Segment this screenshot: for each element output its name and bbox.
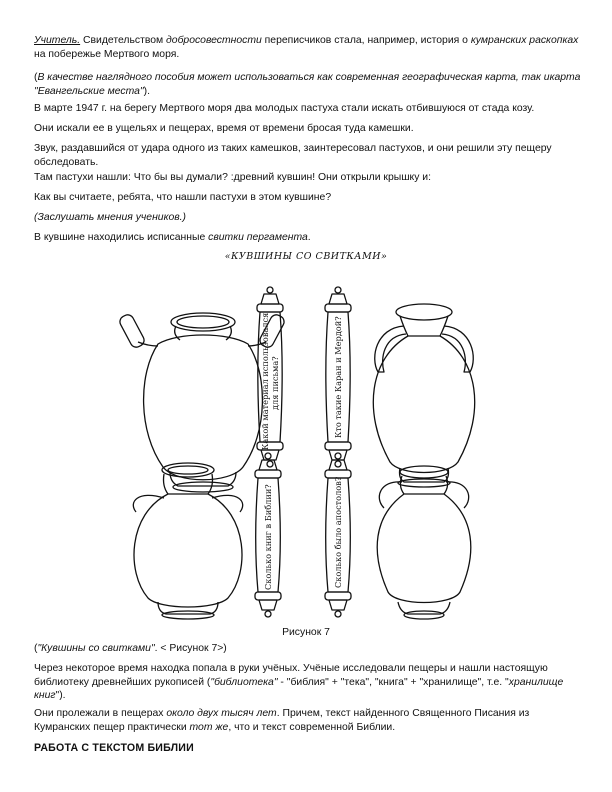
teacher-label: Учитель. [34,35,81,46]
text-span: Через некоторое время находка попала в руки учёных. Учёные исследовали пещеры и нашли настоящую библиотеку древнейших рукописей ( [34,663,548,688]
section-heading: РАБОТА С ТЕКСТОМ БИБЛИИ [34,742,194,754]
text-span: В качестве наглядного пособия может использоваться как современная географическая карта, так икарта "Евангельские места" [34,72,581,97]
paragraph-scrolls [34,231,582,245]
text-span: - "библия" + "тека", "книга" + "хранилище", т.е. " [277,676,509,688]
paragraph-student-opinions [34,211,582,225]
text-span: переписчиков стала, например, история о [261,35,471,46]
paragraph-two-thousand-years [34,707,582,734]
paragraph-found-jar: Там пастухи нашли: Что бы вы думали? :древний кувшин! Они открыли крышку и: [34,172,431,183]
jar-top-right-image [373,304,474,487]
paragraph-kumran-intro [34,34,582,61]
figure-caption: Рисунок 7 [282,627,330,638]
text-span: "библиотека" [210,676,278,688]
text-span: добросовестности [166,35,262,46]
paragraph-sound: Звук, раздавшийся от удара одного из таких камешков, заинтересовал пастухов, и они решили эту пещеру обследовать. [34,143,552,168]
text-span: Свидетельством [80,35,167,46]
text-span: . Причем, текст найденного Священного Писания из Кумранских пещер практически [34,708,530,733]
text-span: на побережье Мертвого моря. [34,48,180,60]
paragraph-question: Как вы считаете, ребята, что нашли пастухи в этом кувшине? [34,192,332,203]
text-span: В кувшине находились исписанные [34,232,209,243]
jars-with-scrolls-illustration [108,262,508,624]
text-span: , что и текст современной Библии. [228,721,396,733]
text-span: "). [55,690,66,702]
figure-title: «КУВШИНЫ СО СВИТКАМИ» [224,251,388,262]
text-span: свитки пергамента [208,232,308,243]
text-span: . [307,232,311,243]
paragraph-searching: Они искали ее в ущельях и пещерах, время от времени бросая туда камешки. [34,123,414,134]
text-span: "Кувшины со свитками" [37,643,155,654]
scroll-1-text [260,310,280,450]
scroll-3-text: Сколько книг в Библии? [263,484,273,590]
scroll-1-line-1: Какой материал использовался [260,312,270,450]
text-span: ( [34,72,38,83]
scroll-2-text: Кто такие Каран и Мердой? [333,316,343,438]
text-span: . < Рисунок 7>) [154,643,227,654]
paragraph-scientists [34,662,582,703]
scroll-1-line-2: для письма? [270,356,280,410]
text-span: ( [34,643,38,654]
paragraph-map-note [34,71,582,98]
text-span: ). [143,85,150,97]
scroll-4-text: Сколько было апостолов? [333,476,343,588]
text-span: кумранских раскопках [470,35,579,46]
text-span: (Заслушать мнения учеников.) [34,212,187,223]
paragraph-shepherds: В марте 1947 г. на берегу Мертвого моря два молодых пастуха стали искать отбившуюся от стада козу. [34,103,535,114]
jar-bottom-right-image [377,466,471,619]
text-span: хранилище книг [34,676,564,702]
paragraph-figure-ref [34,642,582,656]
text-span: около двух тысяч лет [166,708,277,719]
text-span: тот же [189,721,229,733]
text-span: Они пролежали в пещерах [34,708,167,719]
